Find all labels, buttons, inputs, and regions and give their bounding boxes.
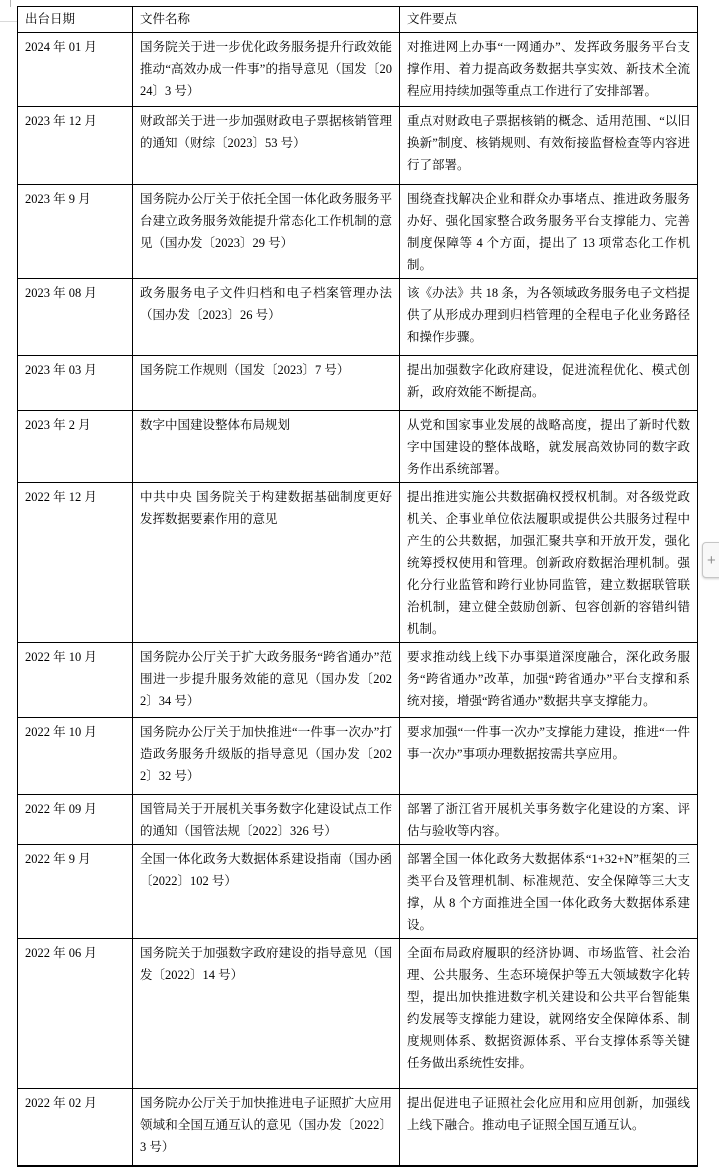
cell-key-points: 提出加强数字化政府建设，促进流程优化、模式创新，政府效能不断提高。 xyxy=(400,356,698,411)
cell-document-name: 数字中国建设整体布局规划 xyxy=(133,411,400,483)
cell-date: 2022 年 10 月 xyxy=(18,643,133,718)
cell-date: 2023 年 9 月 xyxy=(18,185,133,279)
table-row xyxy=(18,939,698,1089)
cell-document-name: 国务院关于加强数字政府建设的指导意见（国发〔2022〕14 号） xyxy=(133,939,400,1089)
cell-document-name: 国务院关于进一步优化政务服务提升行政效能推动“高效办成一件事”的指导意见（国发〔2024〕3 号） xyxy=(133,33,400,107)
page-edge-mark-horizontal xyxy=(0,21,17,22)
cell-date: 2022 年 10 月 xyxy=(18,718,133,795)
cell-document-name: 财政部关于进一步加强财政电子票据核销管理的通知（财综〔2023〕53 号） xyxy=(133,107,400,185)
column-header-key-points: 文件要点 xyxy=(400,7,698,33)
cell-date: 2023 年 12 月 xyxy=(18,107,133,185)
cell-key-points: 部署全国一体化政务大数据体系“1+32+N”框架的三类平台及管理机制、标准规范、安全保障等三大支撑，从 8 个方面推进全国一体化政务大数据体系建设。 xyxy=(400,845,698,939)
table-header-row xyxy=(18,7,698,33)
cell-document-name: 国务院办公厅关于加快推进电子证照扩大应用领域和全国互通互认的意见（国办发〔2022〕3 号） xyxy=(133,1089,400,1166)
table-row xyxy=(18,411,698,483)
cell-date: 2022 年 9 月 xyxy=(18,845,133,939)
cell-key-points: 要求推动线上线下办事渠道深度融合，深化政务服务“跨省通办”改革，加强“跨省通办”平台支撑和系统对接，增强“跨省通办”数据共享支撑能力。 xyxy=(400,643,698,718)
plus-icon: + xyxy=(707,551,716,569)
cell-document-name: 全国一体化政务大数据体系建设指南（国办函〔2022〕102 号） xyxy=(133,845,400,939)
cell-date: 2022 年 12 月 xyxy=(18,483,133,643)
page-edge-mark-vertical xyxy=(10,0,11,7)
cell-date: 2023 年 03 月 xyxy=(18,356,133,411)
cell-key-points: 围绕查找解决企业和群众办事堵点、推进政务服务办好、强化国家整合政务服务平台支撑能力、完善制度保障等 4 个方面，提出了 13 项常态化工作机制。 xyxy=(400,185,698,279)
table-row xyxy=(18,795,698,845)
table-row xyxy=(18,107,698,185)
policy-document-table xyxy=(17,6,698,1167)
table-row xyxy=(18,1089,698,1166)
cell-key-points: 该《办法》共 18 条，为各领域政务服务电子文档提供了从形成办理到归档管理的全程电子化业务路径和操作步骤。 xyxy=(400,279,698,356)
cell-key-points: 部署了浙江省开展机关事务数字化建设的方案、评估与验收等内容。 xyxy=(400,795,698,845)
cell-document-name: 国务院办公厅关于加快推进“一件事一次办”打造政务服务升级版的指导意见（国办发〔2022〕32 号） xyxy=(133,718,400,795)
table-row xyxy=(18,845,698,939)
column-header-document-name: 文件名称 xyxy=(133,7,400,33)
cell-date: 2024 年 01 月 xyxy=(18,33,133,107)
cell-key-points: 全面布局政府履职的经济协调、市场监管、社会治理、公共服务、生态环境保护等五大领域数字化转型，提出加快推进数字机关建设和公共平台智能集约发展等支撑能力建设，就网络安全保障体系、制度规则体系、数据资源体系、平台支撑体系等关键任务做出系统性安排。 xyxy=(400,939,698,1089)
cell-document-name: 国务院办公厅关于依托全国一体化政务服务平台建立政务服务效能提升常态化工作机制的意见（国办发〔2023〕29 号） xyxy=(133,185,400,279)
cell-document-name: 中共中央 国务院关于构建数据基础制度更好发挥数据要素作用的意见 xyxy=(133,483,400,643)
table-row xyxy=(18,483,698,643)
cell-date: 2023 年 08 月 xyxy=(18,279,133,356)
cell-key-points: 提出促进电子证照社会化应用和应用创新，加强线上线下融合。推动电子证照全国互通互认。 xyxy=(400,1089,698,1166)
cell-key-points: 提出推进实施公共数据确权授权机制。对各级党政机关、企事业单位依法履职或提供公共服务过程中产生的公共数据，加强汇聚共享和开放开发，强化统筹授权使用和管理。创新政府数据治理机制。强化分行业监管和跨行业协同监管，建立数据联管联治机制，建立健全鼓励创新、包容创新的容错纠错机制。 xyxy=(400,483,698,643)
table-row xyxy=(18,33,698,107)
cell-key-points: 从党和国家事业发展的战略高度，提出了新时代数字中国建设的整体战略，就发展高效协同的数字政务作出系统部署。 xyxy=(400,411,698,483)
cell-key-points: 对推进网上办事“一网通办”、发挥政务服务平台支撑作用、着力提高政务数据共享实效、新技术全流程应用持续加强等重点工作进行了安排部署。 xyxy=(400,33,698,107)
cell-date: 2022 年 06 月 xyxy=(18,939,133,1089)
cell-document-name: 国务院办公厅关于扩大政务服务“跨省通办”范围进一步提升服务效能的意见（国办发〔2022〕34 号） xyxy=(133,643,400,718)
table-row xyxy=(18,356,698,411)
cell-date: 2022 年 02 月 xyxy=(18,1089,133,1166)
cell-key-points: 重点对财政电子票据核销的概念、适用范围、“以旧换新”制度、核销规则、有效衔接监督检查等内容进行了部署。 xyxy=(400,107,698,185)
table-row xyxy=(18,718,698,795)
cell-document-name: 国务院工作规则（国发〔2023〕7 号） xyxy=(133,356,400,411)
cell-date: 2023 年 2 月 xyxy=(18,411,133,483)
cell-key-points: 要求加强“一件事一次办”支撑能力建设，推进“一件事一次办”事项办理数据按需共享应用。 xyxy=(400,718,698,795)
column-header-date: 出台日期 xyxy=(18,7,133,33)
table-row xyxy=(18,279,698,356)
cell-document-name: 政务服务电子文件归档和电子档案管理办法（国办发〔2023〕26 号） xyxy=(133,279,400,356)
cell-document-name: 国管局关于开展机关事务数字化建设试点工作的通知（国管法规〔2022〕326 号） xyxy=(133,795,400,845)
table-row xyxy=(18,643,698,718)
cell-date: 2022 年 09 月 xyxy=(18,795,133,845)
table-row xyxy=(18,185,698,279)
add-button[interactable] xyxy=(702,542,719,578)
